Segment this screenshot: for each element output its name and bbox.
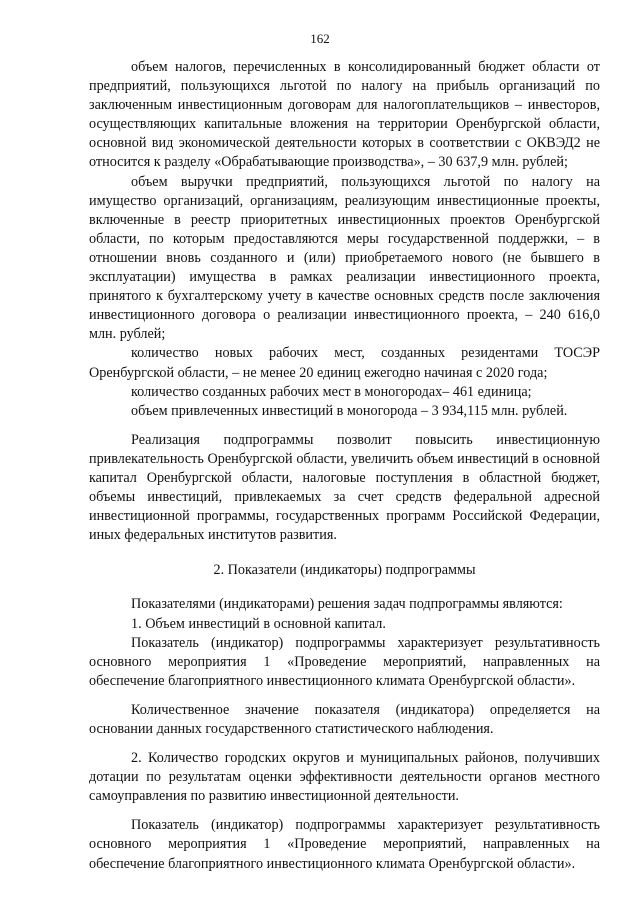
section-heading: 2. Показатели (индикаторы) подпрограммы <box>213 562 476 579</box>
page-number: 162 <box>310 31 330 46</box>
paragraph-indicators-intro: Показателями (индикаторами) решения задач подпрограммы являются: <box>131 596 563 613</box>
paragraph-revenue-volume: объем выручки предприятий, пользующихся льготой по налогу на имущество организаций, организациям, реализующим инвестиционные проекты, включенные в реестр приоритетных инвестиционных проектов Оренбургской области, по которым предоставляются меры государственной поддержки, – в отношении вновь созданного и (или) приобретаемого нового (не бывшего в эксплуатации) имущества в рамках реализации инвестиционного проекта, принятого к бухгалтерскому учету в качестве основных средств после заключения инвестиционного договора о реализации инвестиционного проекта, – 240 616,0 млн. рублей; <box>89 173 600 343</box>
paragraph-new-jobs-toser: количество новых рабочих мест, созданных резидентами ТОСЭР Оренбургской области, – не менее 20 единиц ежегодно начиная с 2020 года; <box>89 345 600 381</box>
paragraph-indicator-1-description: Показатель (индикатор) подпрограммы характеризует результативность основного мероприятия 1 «Проведение мероприятий, направленных на обеспечение благоприятного инвестиционного климата Оренбургской области». <box>89 634 600 689</box>
paragraph-indicator-1: 1. Объем инвестиций в основной капитал. <box>131 615 386 632</box>
paragraph-tax-volume: объем налогов, перечисленных в консолидированный бюджет области от предприятий, пользующихся льготой по налогу на прибыль организаций по заключенным инвестиционным договорам для налогоплательщиков – инвесторов, осуществляющих капитальные вложения на территории Оренбургской области, основной вид экономической деятельности которых в соответствии с ОКВЭД2 не относится к разделу «Обрабатывающие производства», – 30 637,9 млн. рублей; <box>89 59 600 171</box>
paragraph-indicator-2-description: Показатель (индикатор) подпрограммы характеризует результативность основного мероприятия 1 «Проведение мероприятий, направленных на обеспечение благоприятного инвестиционного климата Оренбургской области». <box>89 817 600 872</box>
paragraph-investments-monotowns: объем привлеченных инвестиций в моногорода – 3 934,115 млн. рублей. <box>131 402 568 419</box>
paragraph-indicator-2: 2. Количество городских округов и муниципальных районов, получивших дотации по результатам оценки эффективности деятельности органов местного самоуправления по развитию инвестиционной деятельности. <box>89 750 600 805</box>
paragraph-jobs-monotowns: количество созданных рабочих мест в моногородах– 461 единица; <box>131 383 532 400</box>
page-content <box>89 58 600 874</box>
paragraph-implementation-effect: Реализация подпрограммы позволит повысить инвестиционную привлекательность Оренбургской области, увеличить объем инвестиций в основной капитал Оренбургской области, налоговые поступления в областной бюджет, объемы инвестиций, привлекаемых за счет средств федеральной адресной инвестиционной программы, государственных программ Российской Федерации, иных федеральных институтов развития. <box>89 431 600 544</box>
paragraph-indicator-1-source: Количественное значение показателя (индикатора) определяется на основании данных государственного статистического наблюдения. <box>89 701 600 737</box>
